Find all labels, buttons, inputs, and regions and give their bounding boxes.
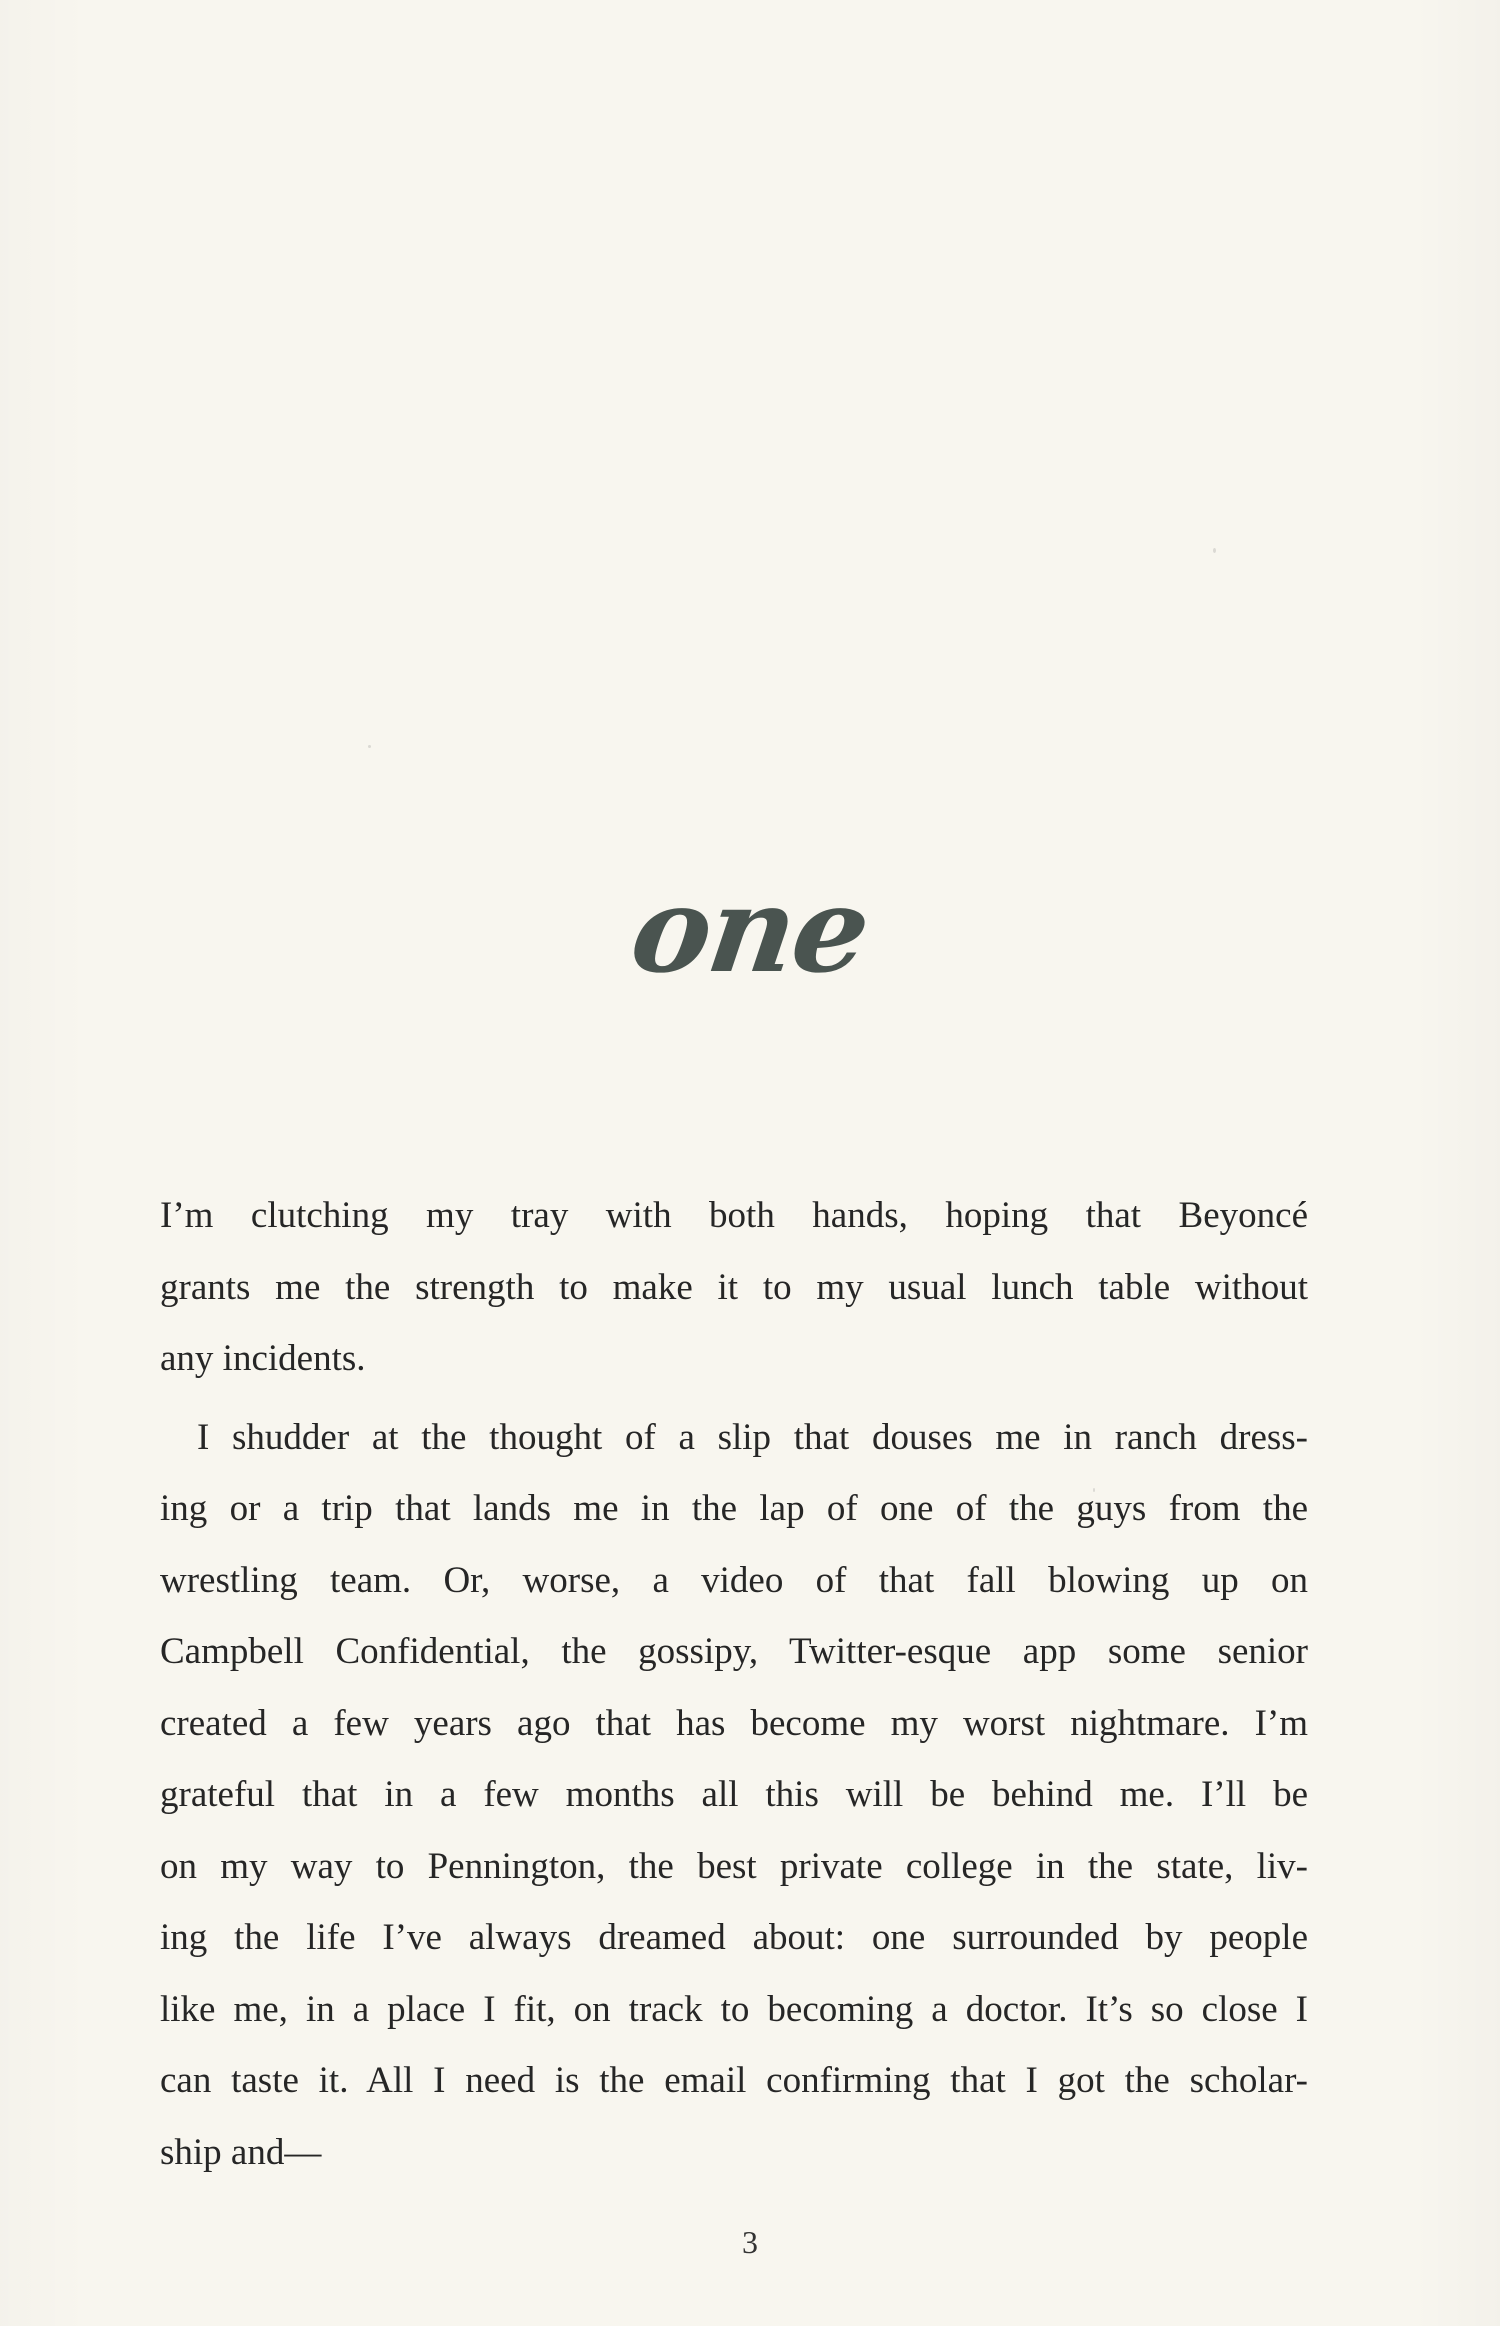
page-number: 3 [742,2224,758,2260]
text-line: Campbell Confidential, the gossipy, Twitter-esque app some senior [160,1631,1308,1672]
text-line: grants me the strength to make it to my usual lunch table without [160,1266,1308,1308]
text-line: I shudder at the thought of a slip that douses me in ranch dress- [197,1416,1308,1458]
text-line: can taste it. All I need is the email confirming that I got the scholar- [160,2060,1308,2101]
scan-speck [1213,548,1216,553]
scan-speck [1093,1488,1095,1492]
text-line: ing the life I’ve always dreamed about: one surrounded by people [160,1917,1308,1958]
text-line: any incidents. [160,1338,366,1379]
text-line: on my way to Pennington, the best private college in the state, liv- [160,1845,1308,1887]
text-line: I’m clutching my tray with both hands, hoping that Beyoncé [160,1195,1308,1236]
chapter-title [0,860,1500,999]
chapter-body [160,1180,1308,2188]
text-line: wrestling team. Or, worse, a video of that fall blowing up on [160,1559,1308,1601]
paragraph-1 [160,1180,1308,1395]
text-line: created a few years ago that has become my worst nightmare. I’m [160,1702,1308,1744]
paragraph-2 [160,1402,1308,2189]
scan-speck [368,745,371,748]
text-line: like me, in a place I fit, on track to becoming a doctor. It’s so close I [160,1988,1308,2030]
chapter-title-text: one [623,860,877,999]
text-line: grateful that in a few months all this will be behind me. I’ll be [160,1774,1308,1815]
text-line: ship and— [160,2131,322,2173]
text-line: ing or a trip that lands me in the lap of one of the guys from the [160,1488,1308,1529]
